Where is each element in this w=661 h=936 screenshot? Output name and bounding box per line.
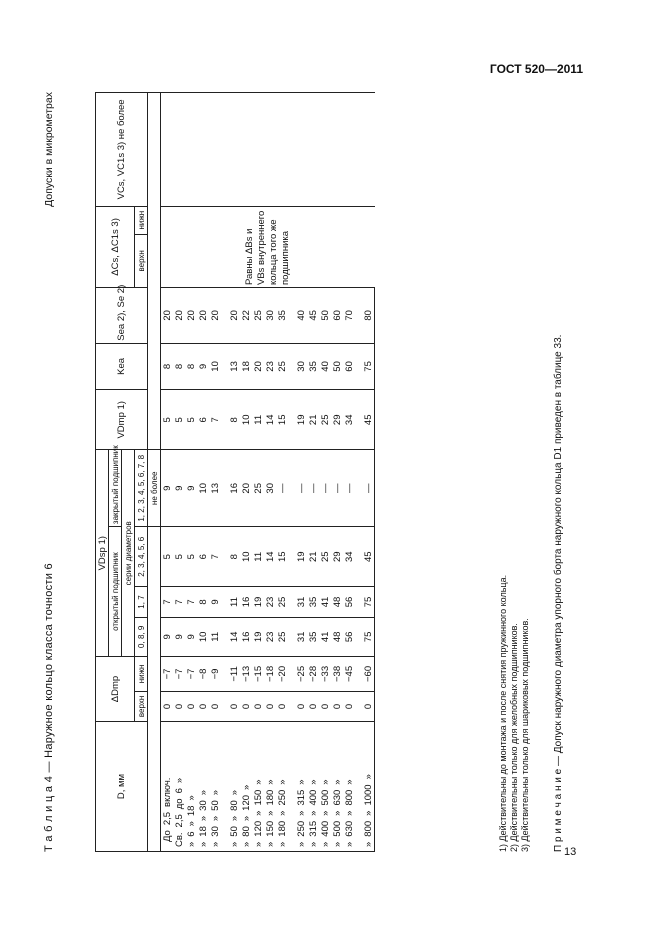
range-part: »: [264, 841, 276, 847]
col-series-1-8: 1, 2, 3, 4, 5, 6, 7, 8: [135, 450, 148, 527]
cell-lo: −11: [228, 657, 240, 692]
range-part: 180: [264, 789, 276, 806]
cell-v3: 10: [240, 527, 252, 587]
diameter-range: [343, 722, 355, 852]
range-part: »: [252, 779, 264, 785]
col-cs-lower: нижн: [135, 206, 148, 234]
range-part: до: [173, 798, 185, 810]
cell-lo: −20: [276, 657, 288, 692]
col-upper: верхн: [135, 691, 148, 721]
range-part: »: [197, 789, 209, 796]
cell-v1: 23: [264, 617, 276, 656]
range-part: 6: [185, 831, 197, 837]
range-part: »: [331, 779, 343, 785]
col-vdmp: VDmp 1): [96, 390, 148, 450]
cell-up: 0: [362, 691, 375, 721]
range-part: »: [331, 841, 343, 847]
range-part: 6: [173, 788, 185, 794]
cell-lo: −18: [264, 657, 276, 692]
range-part: 315: [295, 789, 307, 806]
cell-lo: −7: [161, 657, 174, 692]
cell-v2: 56: [343, 587, 355, 617]
cell-kea: 23: [264, 343, 276, 389]
range-part: »: [252, 841, 264, 847]
cell-sea: 20: [228, 288, 240, 344]
cell-sea: 60: [331, 288, 343, 344]
tolerance-table: [95, 92, 375, 852]
cell-v3: 7: [209, 527, 221, 587]
diameter-range: [185, 722, 197, 852]
cell-v2: 41: [319, 587, 331, 617]
cell-lo: −33: [319, 657, 331, 692]
range-part: 630: [343, 820, 355, 837]
range-part: 30: [209, 826, 221, 837]
diameter-range: [331, 722, 343, 852]
cell-kea: 35: [307, 343, 319, 389]
range-part: 18: [185, 805, 197, 817]
cell-lo: −7: [173, 657, 185, 692]
cell-v4: 30: [264, 450, 276, 527]
cell-lo: −8: [197, 657, 209, 692]
cell-sea: 20: [209, 288, 221, 344]
range-part: Св.: [173, 832, 185, 847]
cell-up: 0: [343, 691, 355, 721]
cell-v1: 9: [161, 617, 174, 656]
cell-v2: 7: [173, 587, 185, 617]
range-part: »: [307, 841, 319, 847]
cell-v4: —: [331, 450, 343, 527]
cell-lo: −13: [240, 657, 252, 692]
cell-v3: 5: [173, 527, 185, 587]
cell-vdmp: 14: [264, 390, 276, 450]
cell-sea: 80: [362, 288, 375, 344]
cell-v3: 34: [343, 527, 355, 587]
range-part: 150: [264, 820, 276, 837]
range-part: »: [240, 841, 252, 847]
range-part: »: [209, 841, 221, 847]
cell-up: 0: [173, 691, 185, 721]
diameter-range: [209, 722, 221, 852]
units-note: Допуски в микрометрах: [43, 92, 55, 207]
cell-v2: 9: [209, 587, 221, 617]
range-part: »: [185, 841, 197, 847]
cell-vdmp: 5: [161, 390, 174, 450]
cell-sea: 70: [343, 288, 355, 344]
cell-vdmp: 45: [362, 390, 375, 450]
range-part: »: [276, 779, 288, 785]
cell-lo: −15: [252, 657, 264, 692]
diameter-range: [197, 722, 209, 852]
col-series-17: 1, 7: [135, 587, 148, 617]
diameter-range: [264, 722, 276, 852]
cell-v2: 31: [295, 587, 307, 617]
range-part: »: [319, 779, 331, 785]
range-part: 400: [319, 820, 331, 837]
cell-up: 0: [161, 691, 174, 721]
cell-v4: 9: [173, 450, 185, 527]
cell-vdmp: 5: [173, 390, 185, 450]
cell-lo: −7: [185, 657, 197, 692]
cell-sea: 25: [252, 288, 264, 344]
col-delta-cs: ΔCs, ΔC1s 3): [96, 206, 135, 287]
cell-v1: 10: [197, 617, 209, 656]
range-part: »: [319, 841, 331, 847]
cell-lo: −9: [209, 657, 221, 692]
cell-v4: 9: [185, 450, 197, 527]
range-part: 18: [197, 826, 209, 837]
range-part: 50: [228, 826, 240, 837]
cell-v3: 8: [228, 527, 240, 587]
cell-v4: —: [362, 450, 375, 527]
diameter-range: [173, 722, 185, 852]
cell-v4: 25: [252, 450, 264, 527]
cell-v1: 16: [240, 617, 252, 656]
cell-v1: 14: [228, 617, 240, 656]
cell-vdmp: 15: [276, 390, 288, 450]
cell-v3: 21: [307, 527, 319, 587]
range-part: 120: [252, 820, 264, 837]
diameter-range: [307, 722, 319, 852]
range-part: »: [362, 810, 374, 816]
range-part: »: [362, 774, 374, 780]
range-part: »: [264, 810, 276, 816]
range-part: 2,5: [161, 811, 173, 826]
range-part: 80: [228, 800, 240, 811]
range-part: »: [295, 841, 307, 847]
cell-sea: 20: [173, 288, 185, 344]
cell-vdmp: 25: [319, 390, 331, 450]
range-part: 250: [276, 789, 288, 806]
cell-kea: 18: [240, 343, 252, 389]
range-part: »: [228, 789, 240, 796]
footnotes: [498, 575, 531, 852]
cell-v3: 29: [331, 527, 343, 587]
range-part: »: [197, 815, 209, 822]
diameter-range: [362, 722, 375, 852]
cell-v1: 9: [185, 617, 197, 656]
cell-up: 0: [307, 691, 319, 721]
diameter-range: [276, 722, 288, 852]
cell-lo: −60: [362, 657, 375, 692]
cell-v2: 48: [331, 587, 343, 617]
cell-vdmp: 11: [252, 390, 264, 450]
cell-kea: 75: [362, 343, 375, 389]
cell-v2: 11: [228, 587, 240, 617]
range-part: 1000: [362, 784, 374, 806]
range-part: »: [343, 779, 355, 785]
cell-v4: 9: [161, 450, 174, 527]
cell-sea: 20: [197, 288, 209, 344]
cell-kea: 8: [161, 343, 174, 389]
cell-vdmp: 7: [209, 390, 221, 450]
cell-v1: 35: [307, 617, 319, 656]
cell-v1: 19: [252, 617, 264, 656]
range-part: »: [185, 821, 197, 827]
range-part: 800: [343, 789, 355, 806]
cell-sea: 30: [264, 288, 276, 344]
range-part: »: [197, 841, 209, 847]
diameter-range: [319, 722, 331, 852]
cell-kea: 20: [252, 343, 264, 389]
rotated-page-content: [43, 92, 583, 852]
cell-v1: 41: [319, 617, 331, 656]
range-part: 500: [331, 820, 343, 837]
cell-v2: 7: [185, 587, 197, 617]
cell-v2: 23: [264, 587, 276, 617]
col-vcs: VCs, VC1s 3) не более: [96, 93, 148, 207]
cell-v4: —: [276, 450, 288, 527]
range-part: »: [343, 841, 355, 847]
cell-v2: 8: [197, 587, 209, 617]
cell-kea: 8: [185, 343, 197, 389]
footnote-3: 3) Действительны только для шариковых подшипников.: [520, 618, 530, 852]
cell-v3: 45: [362, 527, 375, 587]
cell-lo: −38: [331, 657, 343, 692]
merged-cs-note: Равны ΔBs и VBs внутреннего кольца того же подшипника: [161, 206, 375, 287]
diameter-range: [252, 722, 264, 852]
cell-v4: —: [343, 450, 355, 527]
cell-v4: —: [319, 450, 331, 527]
cell-kea: 40: [319, 343, 331, 389]
cell-kea: 30: [295, 343, 307, 389]
cell-v1: 56: [343, 617, 355, 656]
cell-v3: 19: [295, 527, 307, 587]
cell-v1: 25: [276, 617, 288, 656]
col-series-089: 0, 8, 9: [135, 617, 148, 656]
range-part: »: [307, 779, 319, 785]
cell-v3: 15: [276, 527, 288, 587]
cell-vdmp: 5: [185, 390, 197, 450]
cell-v1: 31: [295, 617, 307, 656]
range-part: 120: [240, 794, 252, 811]
vcs-empty: [161, 93, 375, 207]
diameter-range: [228, 722, 240, 852]
col-diameter-series: серии диаметров: [122, 450, 135, 657]
range-part: »: [331, 810, 343, 816]
cell-v4: —: [295, 450, 307, 527]
range-part: »: [276, 810, 288, 816]
cell-kea: 8: [173, 343, 185, 389]
range-part: 2,5: [173, 814, 185, 828]
range-part: »: [362, 841, 374, 847]
cell-vdmp: 29: [331, 390, 343, 450]
col-series-23456: 2, 3, 4, 5, 6: [135, 527, 148, 587]
range-part: »: [264, 779, 276, 785]
diameter-range: [295, 722, 307, 852]
cell-vdmp: 10: [240, 390, 252, 450]
cell-v2: 19: [252, 587, 264, 617]
max-label: не более: [148, 450, 161, 527]
cell-up: 0: [240, 691, 252, 721]
range-part: 400: [307, 789, 319, 806]
range-part: »: [228, 815, 240, 822]
cell-v1: 48: [331, 617, 343, 656]
col-open-bearing: открытый подшипник: [109, 527, 122, 657]
cell-v3: 11: [252, 527, 264, 587]
cell-up: 0: [185, 691, 197, 721]
cell-v2: 35: [307, 587, 319, 617]
range-part: 180: [276, 820, 288, 837]
cell-sea: 20: [185, 288, 197, 344]
range-part: »: [240, 815, 252, 822]
cell-up: 0: [197, 691, 209, 721]
range-part: 80: [240, 826, 252, 837]
cell-v1: 9: [173, 617, 185, 656]
cell-up: 0: [319, 691, 331, 721]
range-part: »: [252, 810, 264, 816]
cell-up: 0: [331, 691, 343, 721]
range-part: включ.: [161, 777, 173, 807]
range-part: 800: [362, 820, 374, 837]
range-part: »: [307, 810, 319, 816]
cell-sea: 20: [161, 288, 174, 344]
cell-v2: 75: [362, 587, 375, 617]
cell-up: 0: [209, 691, 221, 721]
cell-kea: 13: [228, 343, 240, 389]
col-cs-upper: верхн: [135, 234, 148, 287]
range-part: 150: [252, 789, 264, 806]
range-part: »: [295, 779, 307, 785]
range-part: »: [185, 795, 197, 801]
page-number: 13: [564, 846, 577, 858]
cell-vdmp: 34: [343, 390, 355, 450]
cell-v4: 13: [209, 450, 221, 527]
col-vdsp: VDsp 1): [96, 450, 109, 657]
range-part: »: [343, 810, 355, 816]
table-title: Т а б л и ц а 4 — Наружное кольцо класса точности 6: [43, 563, 55, 852]
cell-vdmp: 8: [228, 390, 240, 450]
cell-up: 0: [264, 691, 276, 721]
range-part: 500: [319, 789, 331, 806]
cell-sea: 22: [240, 288, 252, 344]
cell-sea: 40: [295, 288, 307, 344]
col-d: D, мм: [96, 722, 148, 852]
cell-v4: 20: [240, 450, 252, 527]
cell-v1: 75: [362, 617, 375, 656]
range-part: До: [161, 830, 173, 842]
standard-code: ГОСТ 520—2011: [489, 62, 583, 76]
range-part: 315: [307, 820, 319, 837]
col-lower: нижн: [135, 657, 148, 692]
col-closed-bearing: закрытый подшипник: [109, 450, 122, 527]
cell-kea: 10: [209, 343, 221, 389]
range-part: 250: [295, 820, 307, 837]
range-part: »: [319, 810, 331, 816]
table-note: П р и м е ч а н и е — Допуск наружного диаметра упорного борта наружного кольца D1 приведен в таблице 33.: [553, 334, 564, 852]
cell-up: 0: [228, 691, 240, 721]
cell-v2: 25: [276, 587, 288, 617]
cell-kea: 25: [276, 343, 288, 389]
cell-up: 0: [295, 691, 307, 721]
diameter-range: [161, 722, 174, 852]
cell-up: 0: [252, 691, 264, 721]
footnote-1: 1) Действительны до монтажа и после снятия пружинного кольца.: [498, 574, 508, 852]
cell-lo: −25: [295, 657, 307, 692]
cell-kea: 50: [331, 343, 343, 389]
cell-v3: 14: [264, 527, 276, 587]
cell-v4: —: [307, 450, 319, 527]
cell-up: 0: [276, 691, 288, 721]
table-body: [161, 93, 375, 852]
cell-sea: 45: [307, 288, 319, 344]
cell-sea: 35: [276, 288, 288, 344]
cell-v3: 6: [197, 527, 209, 587]
col-kea: Kea: [96, 343, 148, 389]
cell-v3: 5: [185, 527, 197, 587]
cell-kea: 60: [343, 343, 355, 389]
cell-v2: 16: [240, 587, 252, 617]
cell-v4: 10: [197, 450, 209, 527]
footnote-2: 2) Действительны только для желобных подшипников.: [509, 623, 519, 852]
table-row: [161, 93, 174, 852]
cell-v2: 7: [161, 587, 174, 617]
cell-kea: 9: [197, 343, 209, 389]
range-part: »: [209, 789, 221, 796]
cell-vdmp: 6: [197, 390, 209, 450]
cell-lo: −45: [343, 657, 355, 692]
range-part: »: [295, 810, 307, 816]
range-part: »: [240, 784, 252, 790]
range-part: »: [228, 841, 240, 847]
cell-v3: 5: [161, 527, 174, 587]
cell-vdmp: 19: [295, 390, 307, 450]
range-part: »: [173, 777, 185, 784]
col-sea: Sea 2), Se 2): [96, 288, 148, 344]
cell-vdmp: 21: [307, 390, 319, 450]
range-part: 630: [331, 789, 343, 806]
cell-sea: 50: [319, 288, 331, 344]
cell-lo: −28: [307, 657, 319, 692]
range-part: »: [209, 815, 221, 822]
cell-v4: 16: [228, 450, 240, 527]
col-delta-dmp: ΔDmp: [96, 657, 135, 722]
range-part: »: [276, 841, 288, 847]
cell-v1: 11: [209, 617, 221, 656]
cell-v3: 25: [319, 527, 331, 587]
diameter-range: [240, 722, 252, 852]
range-part: 30: [197, 800, 209, 811]
range-part: 50: [209, 800, 221, 811]
